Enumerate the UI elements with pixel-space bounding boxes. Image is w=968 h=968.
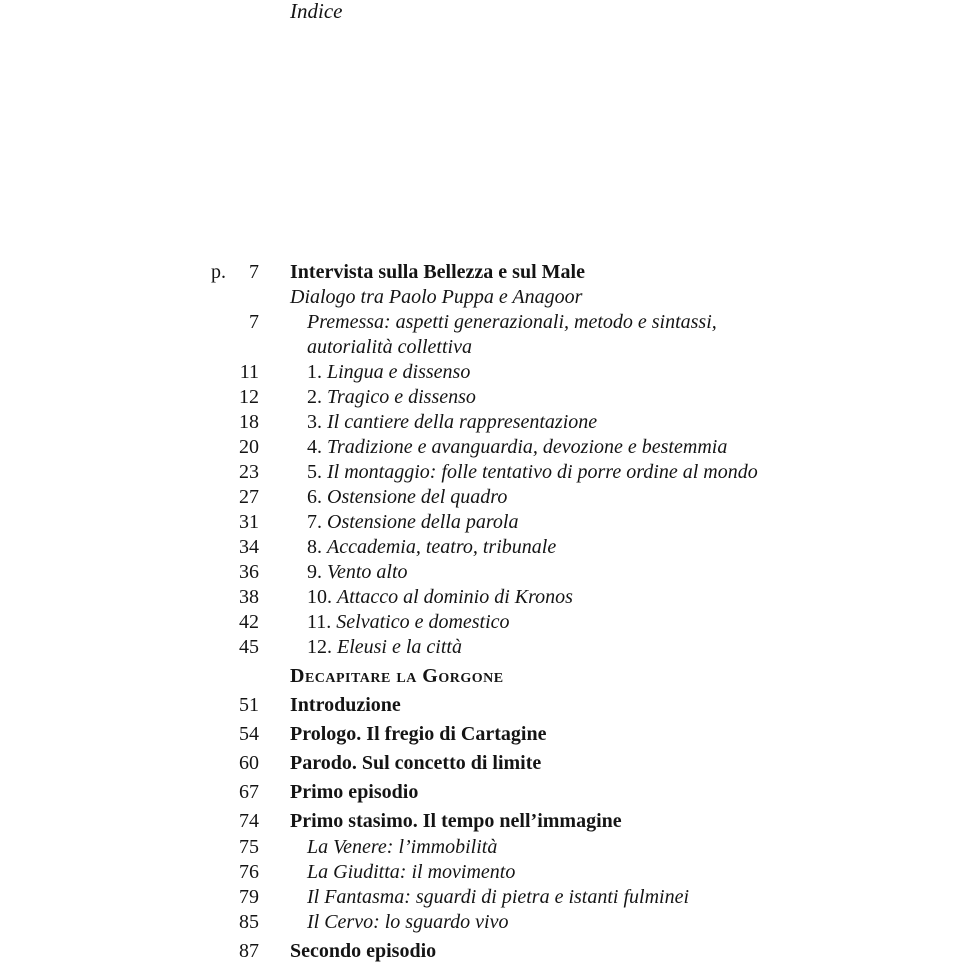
entry-title: autorialità collettiva xyxy=(307,336,472,358)
page-number: 7 xyxy=(249,311,259,333)
page-number: 76 xyxy=(239,861,259,883)
toc-entry xyxy=(0,665,968,690)
entry-number: 5. xyxy=(307,461,327,483)
entry-title: 6. Ostensione del quadro xyxy=(307,486,508,508)
entry-title: Premessa: aspetti generazionali, metodo e sintassi, xyxy=(307,311,717,333)
page-number: 87 xyxy=(239,940,259,962)
entry-title: 5. Il montaggio: folle tentativo di porre ordine al mondo xyxy=(307,461,758,483)
page-title: Indice xyxy=(290,0,343,23)
toc-entry xyxy=(0,561,968,586)
toc-entry xyxy=(0,536,968,561)
entry-title: Introduzione xyxy=(290,694,401,716)
page-number: 51 xyxy=(239,694,259,716)
entry-number: 3. xyxy=(307,411,327,433)
page-number: 74 xyxy=(239,810,259,832)
entry-title: 11. Selvatico e domestico xyxy=(307,611,510,633)
page-number: 7 xyxy=(249,261,259,283)
entry-title: 12. Eleusi e la città xyxy=(307,636,462,658)
page-number: 34 xyxy=(239,536,259,558)
toc-entry xyxy=(0,611,968,636)
toc-entry xyxy=(0,810,968,835)
page-prefix: p. xyxy=(211,261,226,283)
page-number: 36 xyxy=(239,561,259,583)
toc-entry xyxy=(0,411,968,436)
page-number: 45 xyxy=(239,636,259,658)
entry-title: Il Cervo: lo sguardo vivo xyxy=(307,911,509,933)
entry-title: 7. Ostensione della parola xyxy=(307,511,519,533)
entry-title: Intervista sulla Bellezza e sul Male xyxy=(290,261,585,283)
entry-number: 10. xyxy=(307,586,337,608)
page-number: 27 xyxy=(239,486,259,508)
toc-entry xyxy=(0,781,968,806)
entry-number: 9. xyxy=(307,561,327,583)
page-number: 31 xyxy=(239,511,259,533)
page-number: 38 xyxy=(239,586,259,608)
entry-number: 4. xyxy=(307,436,327,458)
entry-title: Secondo episodio xyxy=(290,940,437,962)
page-number: 60 xyxy=(239,752,259,774)
toc-entry xyxy=(0,940,968,965)
page-number: 85 xyxy=(239,911,259,933)
toc-entry xyxy=(0,361,968,386)
page-number: 42 xyxy=(239,611,259,633)
entry-title: 2. Tragico e dissenso xyxy=(307,386,476,408)
entry-number: 2. xyxy=(307,386,327,408)
toc-entry xyxy=(0,836,968,861)
page-number: 54 xyxy=(239,723,259,745)
entry-title: Prologo. Il fregio di Cartagine xyxy=(290,723,547,745)
toc-entry xyxy=(0,886,968,911)
page-number: 20 xyxy=(239,436,259,458)
toc-entry xyxy=(0,861,968,886)
entry-number: 8. xyxy=(307,536,327,558)
entry-title: 8. Accademia, teatro, tribunale xyxy=(307,536,557,558)
entry-number: 6. xyxy=(307,486,327,508)
toc-entry xyxy=(0,752,968,777)
toc-entry xyxy=(0,486,968,511)
page-number: 75 xyxy=(239,836,259,858)
toc-entry xyxy=(0,511,968,536)
entry-title: 1. Lingua e dissenso xyxy=(307,361,471,383)
toc-entry xyxy=(0,461,968,486)
page-number: 79 xyxy=(239,886,259,908)
entry-title: Parodo. Sul concetto di limite xyxy=(290,752,542,774)
toc-entry xyxy=(0,336,968,361)
entry-title: Primo stasimo. Il tempo nell’immagine xyxy=(290,810,622,832)
entry-number: 12. xyxy=(307,636,337,658)
entry-title: 3. Il cantiere della rappresentazione xyxy=(307,411,598,433)
section-heading: Decapitare la Gorgone xyxy=(290,665,504,687)
entry-title: La Venere: l’immobilità xyxy=(307,836,498,858)
toc-entry xyxy=(0,386,968,411)
toc-entry xyxy=(0,586,968,611)
toc-entry xyxy=(0,723,968,748)
page-number: 23 xyxy=(239,461,259,483)
toc-entry xyxy=(0,286,968,311)
toc-entry xyxy=(0,694,968,719)
toc-entry xyxy=(0,261,968,286)
page-number: 67 xyxy=(239,781,259,803)
entry-title: 4. Tradizione e avanguardia, devozione e bestemmia xyxy=(307,436,728,458)
entry-number: 1. xyxy=(307,361,327,383)
entry-number: 7. xyxy=(307,511,327,533)
page-number: 12 xyxy=(239,386,259,408)
page-number: 18 xyxy=(239,411,259,433)
entry-title: Primo episodio xyxy=(290,781,419,803)
toc-entry xyxy=(0,436,968,461)
toc-entry xyxy=(0,911,968,936)
entry-title: 10. Attacco al dominio di Kronos xyxy=(307,586,573,608)
entry-title: Dialogo tra Paolo Puppa e Anagoor xyxy=(290,286,583,308)
entry-title: La Giuditta: il movimento xyxy=(307,861,516,883)
entry-title: Il Fantasma: sguardi di pietra e istanti fulminei xyxy=(307,886,690,908)
toc-entry xyxy=(0,311,968,336)
toc-entry xyxy=(0,636,968,661)
page-number: 11 xyxy=(239,361,259,383)
entry-number: 11. xyxy=(307,611,337,633)
entry-title: 9. Vento alto xyxy=(307,561,408,583)
